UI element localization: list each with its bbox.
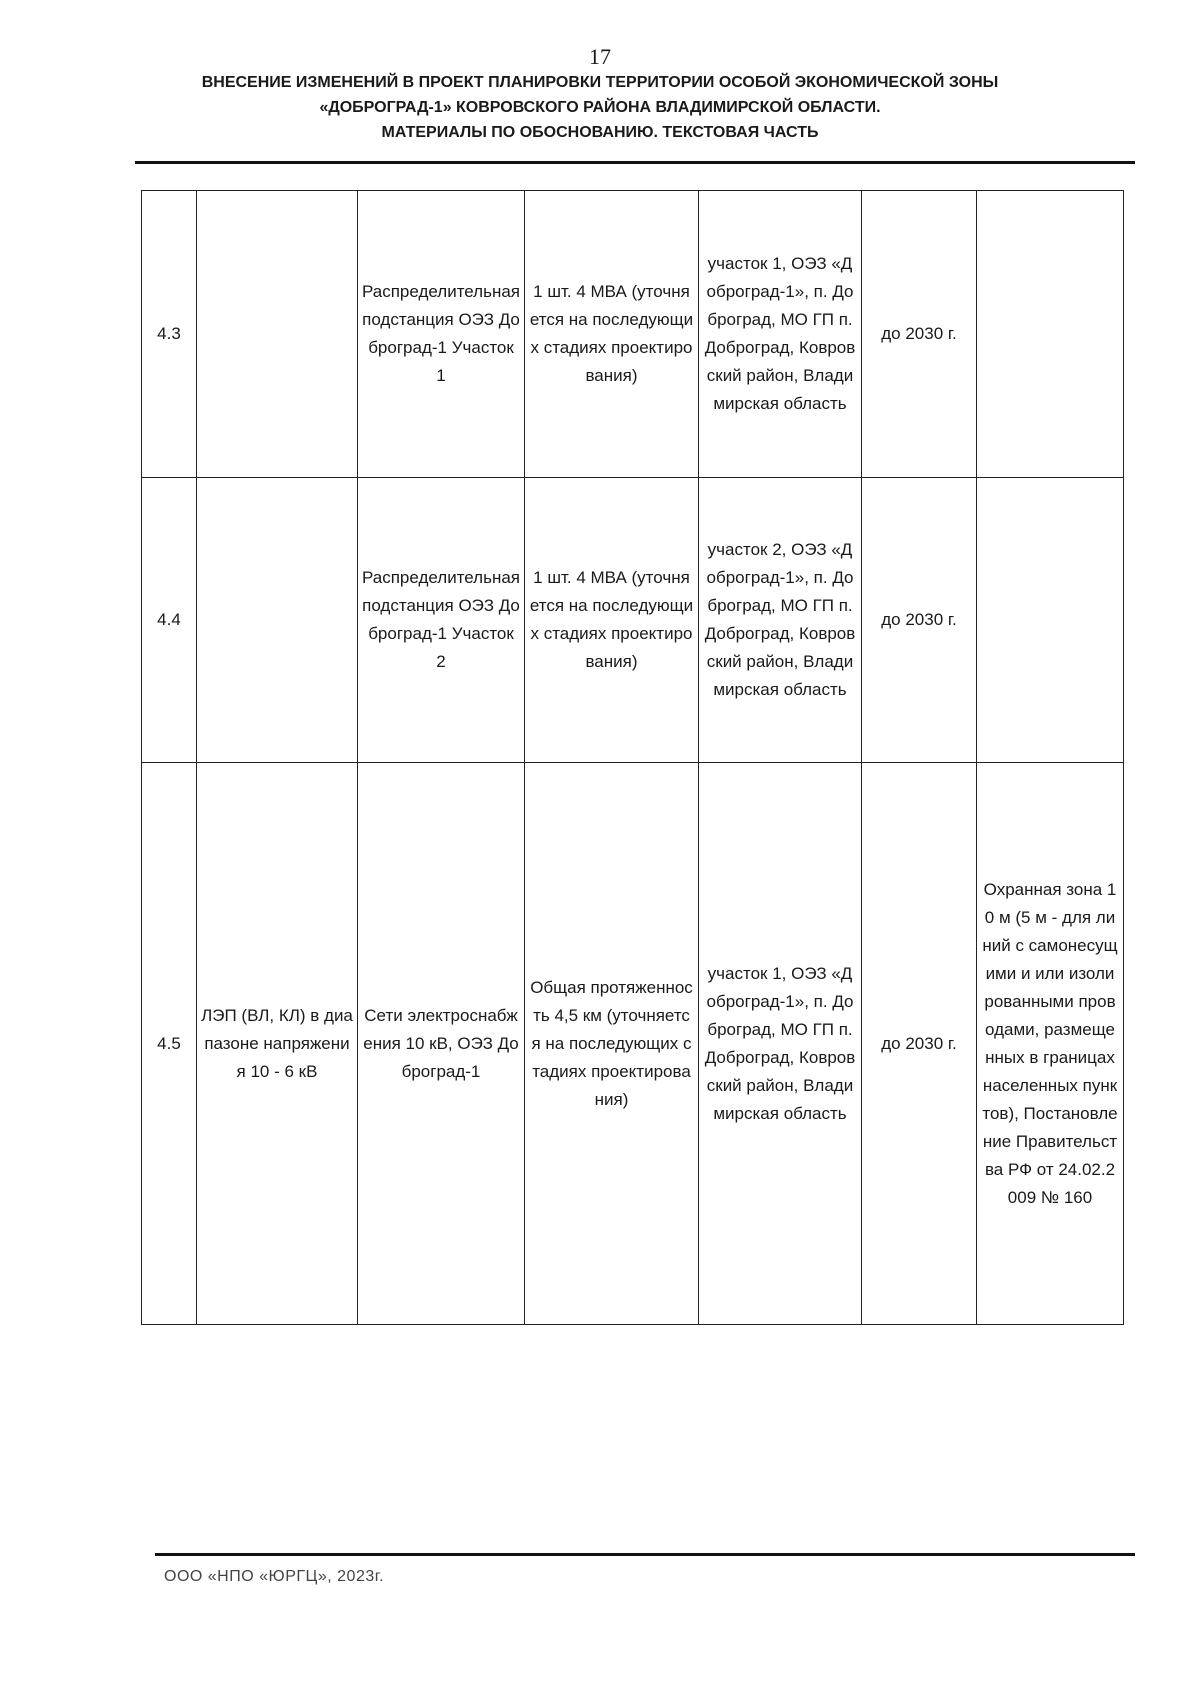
object-type-cell: [197, 478, 358, 763]
location-cell: участок 2, ОЭЗ «Доброград-1», п. Доброград, МО ГП п. Доброград, Ковровский район, Владимирская область: [699, 478, 862, 763]
table-row: [142, 191, 1124, 478]
row-number-cell: 4.3: [142, 191, 197, 478]
term-cell: до 2030 г.: [862, 478, 977, 763]
capacity-cell: 1 шт. 4 МВА (уточняется на последующих стадиях проектирования): [525, 478, 699, 763]
protection-zone-cell: Охранная зона 10 м (5 м - для линий с самонесущими и или изолированными проводами, размещенных в границах населенных пунктов), Постановление Правительства РФ от 24.02.2009 № 160: [977, 763, 1124, 1325]
location-cell: участок 1, ОЭЗ «Доброград-1», п. Доброград, МО ГП п. Доброград, Ковровский район, Владимирская область: [699, 191, 862, 478]
term-cell: до 2030 г.: [862, 763, 977, 1325]
protection-zone-cell: [977, 191, 1124, 478]
term-cell: до 2030 г.: [862, 191, 977, 478]
infrastructure-table: [141, 190, 1124, 1325]
location-cell: участок 1, ОЭЗ «Доброград-1», п. Доброград, МО ГП п. Доброград, Ковровский район, Владимирская область: [699, 763, 862, 1325]
object-type-cell: [197, 191, 358, 478]
document-title-line-1: ВНЕСЕНИЕ ИЗМЕНЕНИЙ В ПРОЕКТ ПЛАНИРОВКИ ТЕРРИТОРИИ ОСОБОЙ ЭКОНОМИЧЕСКОЙ ЗОНЫ: [201, 74, 999, 91]
capacity-cell: Общая протяженность 4,5 км (уточняется на последующих стадиях проектирования): [525, 763, 699, 1325]
document-title: [130, 70, 1070, 145]
object-name-cell: Распределительная подстанция ОЭЗ Доброград-1 Участок 1: [358, 191, 525, 478]
protection-zone-cell: [977, 478, 1124, 763]
header-divider: [135, 161, 1135, 164]
table-row: [142, 478, 1124, 763]
row-number-cell: 4.4: [142, 478, 197, 763]
footer-company: ООО «НПО «ЮРГЦ», 2023г.: [164, 1568, 385, 1585]
object-name-cell: Сети электроснабжения 10 кВ, ОЭЗ Доброград-1: [358, 763, 525, 1325]
row-number-cell: 4.5: [142, 763, 197, 1325]
document-title-line-3: МАТЕРИАЛЫ ПО ОБОСНОВАНИЮ. ТЕКСТОВАЯ ЧАСТЬ: [381, 124, 819, 141]
table-row: [142, 763, 1124, 1325]
object-name-cell: Распределительная подстанция ОЭЗ Доброград-1 Участок 2: [358, 478, 525, 763]
document-title-line-2: «ДОБРОГРАД-1» КОВРОВСКОГО РАЙОНА ВЛАДИМИРСКОЙ ОБЛАСТИ.: [319, 99, 881, 116]
object-type-cell: ЛЭП (ВЛ, КЛ) в диапазоне напряжения 10 - 6 кВ: [197, 763, 358, 1325]
capacity-cell: 1 шт. 4 МВА (уточняется на последующих стадиях проектирования): [525, 191, 699, 478]
footer-divider: [155, 1553, 1135, 1556]
page-number: 17: [589, 44, 611, 69]
